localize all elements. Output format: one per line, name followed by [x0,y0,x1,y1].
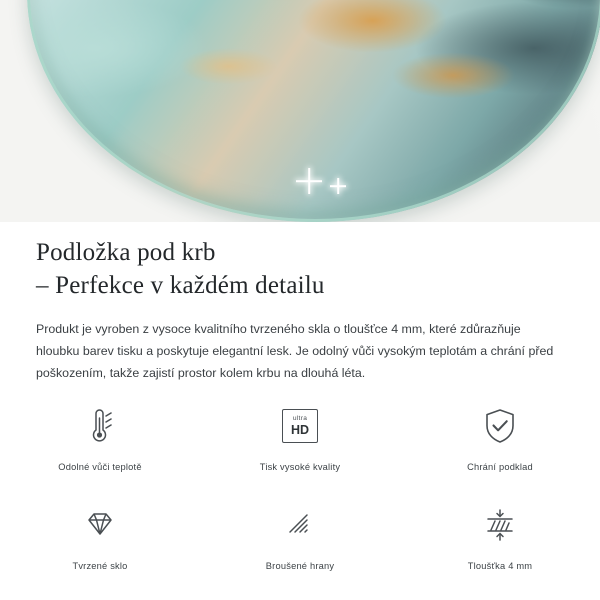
description-paragraph: Produkt je vyroben z vysoce kvalitního tvrzeného skla o tloušťce 4 mm, které zdůrazňuje hloubku barev tisku a poskytuje elegantní lesk. Je odolný vůči vysokým teplotám a chrání před poškozením, takže zajistí prostor kolem krbu na dlouhá léta. [36,322,554,381]
feature-label: Tvrzené sklo [72,561,128,571]
headline-line-1: Podložka pod krb [36,239,216,266]
glass-pad-disc [27,0,600,222]
text-content [0,222,600,384]
page-title [0,222,600,302]
feature-polished-edges [200,492,400,571]
feature-thickness [400,492,600,571]
feature-label: Chrání podklad [467,462,533,472]
ultra-hd-icon [273,399,327,453]
polished-edges-icon [273,498,327,552]
feature-label: Odolné vůči teplotě [58,462,142,472]
diamond-icon [73,498,127,552]
ultra-hd-badge-top: ultra [292,414,308,422]
thickness-icon [473,498,527,552]
feature-print-quality [200,393,400,472]
feature-label: Broušené hrany [265,561,335,571]
thermometer-icon [73,399,127,453]
shield-check-icon [473,399,527,453]
feature-label: Tisk vysoké kvality [259,462,341,472]
feature-tempered-glass [0,492,200,571]
hero-product-image [0,0,600,222]
ultra-hd-badge-bottom: HD [290,422,310,437]
feature-heat-resistant [0,393,200,472]
headline-line-2: – Perfekce v každém detailu [36,272,325,299]
feature-surface-protection [400,393,600,472]
feature-grid [0,393,600,571]
feature-label: Tloušťka 4 mm [467,561,533,571]
